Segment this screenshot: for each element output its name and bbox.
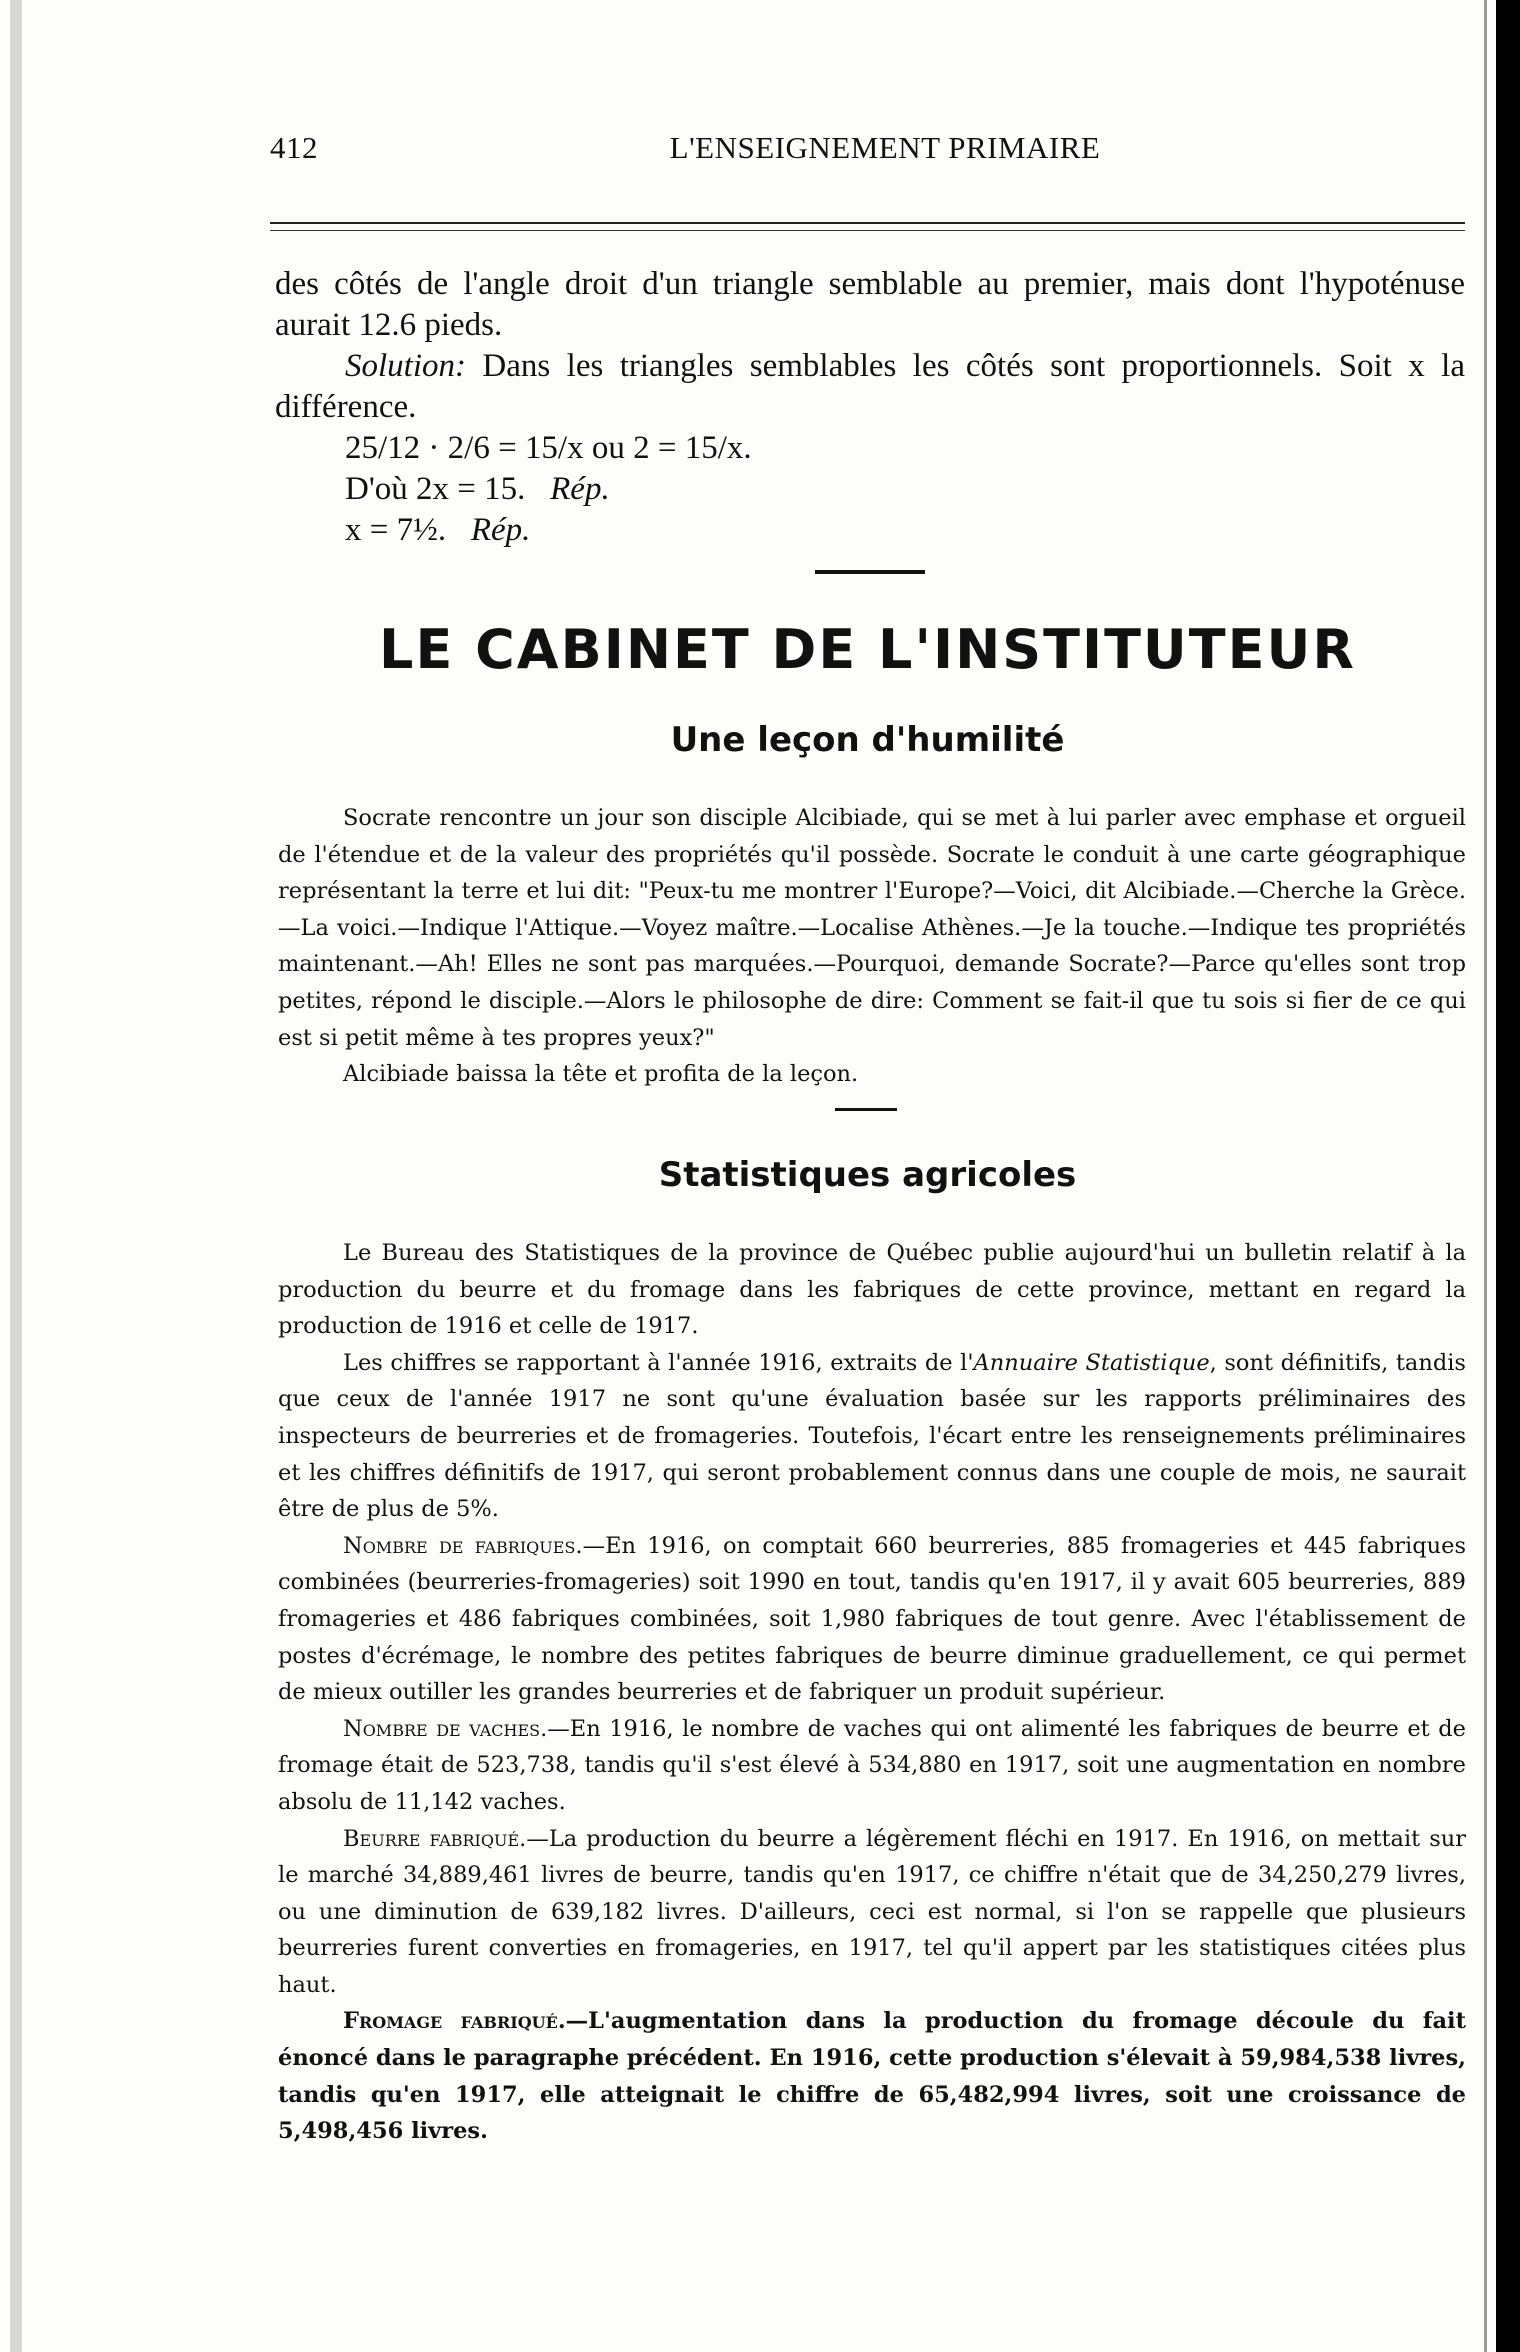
stats-paragraph-fabriques bbox=[278, 1528, 1466, 1711]
text-fromage: —L'augmentation dans la production du fromage découle du fait énoncé dans le paragraphe précédent. En 1916, cette production s'élevait à 59,984,538 livres, tandis qu'en 1917, elle atteignait le chiffre de 65,482,994 livres, soit une croissance de 5,498,456 livres. bbox=[278, 2008, 1466, 2145]
stats-paragraph-2-start: Les chiffres se rapportant à l'année 1916, extraits de l' bbox=[343, 1349, 974, 1376]
stats-paragraph-2 bbox=[278, 1345, 1466, 1528]
section-title: LE CABINET DE L'INSTITUTEUR bbox=[379, 618, 1356, 681]
annuaire-title: Annuaire Statistique bbox=[973, 1349, 1210, 1376]
equation-2-text: D'où 2x = 15. bbox=[345, 471, 526, 507]
page-left-edge bbox=[10, 0, 22, 2352]
article-title-stats: Statistiques agricoles bbox=[658, 1155, 1077, 1195]
rep-label-1: Rép. bbox=[550, 471, 610, 507]
stats-paragraph-fromage bbox=[278, 2003, 1466, 2149]
header-rule bbox=[270, 222, 1465, 224]
lecon-paragraph-2: Alcibiade baissa la tête et profita de la leçon. bbox=[343, 1061, 859, 1088]
label-fromage: Fromage fabriqué. bbox=[343, 2008, 566, 2035]
journal-title: L'ENSEIGNEMENT PRIMAIRE bbox=[669, 130, 1101, 165]
equation-3-text: x = 7½. bbox=[345, 512, 447, 548]
stats-paragraph-2-end: , sont définitifs, tandis que ceux de l'année 1917 ne sont qu'une évaluation basée sur les rapports préliminaires des inspecteurs de beurreries et de fromageries. Toutefois, l'écart entre les renseignements préliminaires et les chiffres définitifs de 1917, qui seront probablement connus dans une couple de mois, ne saurait être de plus de 5%. bbox=[278, 1349, 1466, 1523]
text-vaches: —En 1916, le nombre de vaches qui ont alimenté les fabriques de beurre et de fromage était de 523,738, tandis qu'il s'est élevé à 534,880 en 1917, soit une augmentation en nombre absolu de 11,142 vaches. bbox=[278, 1715, 1466, 1815]
math-problem-continuation bbox=[275, 264, 1465, 551]
page-gutter-line bbox=[1484, 0, 1487, 2352]
stats-paragraph-1: Le Bureau des Statistiques de la province de Québec publie aujourd'hui un bulletin relatif à la production du beurre et du fromage dans les fabriques de cette province, mettant en regard la production de 1916 et celle de 1917. bbox=[278, 1240, 1466, 1340]
solution-text: Dans les triangles semblables les côtés sont proportionnels. Soit x la différence. bbox=[275, 348, 1465, 425]
problem-statement: des côtés de l'angle droit d'un triangle semblable au premier, mais dont l'hypoténuse aurait 12.6 pieds. bbox=[275, 266, 1465, 343]
stats-paragraph-vaches bbox=[278, 1711, 1466, 1821]
section-separator bbox=[815, 570, 925, 574]
label-vaches: Nombre de vaches. bbox=[343, 1715, 548, 1742]
rep-label-2: Rép. bbox=[470, 512, 531, 548]
scan-border-right bbox=[1496, 0, 1520, 2352]
article-body-stats bbox=[278, 1235, 1466, 2150]
stats-paragraph-beurre bbox=[278, 1821, 1466, 2004]
article-body-lecon bbox=[278, 800, 1466, 1093]
text-beurre: —La production du beurre a légèrement fléchi en 1917. En 1916, on mettait sur le marché 34,889,461 livres de beurre, tandis qu'en 1917, ce chiffre n'était que de 34,250,279 livres, ou une diminution de 639,182 livres. D'ailleurs, ceci est normal, si l'on se rappelle que plusieurs beurreries furent converties en fromageries, en 1917, tel qu'il appert par les statistiques citées plus haut. bbox=[278, 1825, 1466, 1998]
solution-paragraph bbox=[275, 346, 1465, 428]
equation-1: 25/12 · 2/6 = 15/x ou 2 = 15/x. bbox=[345, 430, 752, 466]
equation-3 bbox=[275, 510, 1465, 551]
article-separator bbox=[835, 1108, 897, 1111]
header-rule-thin bbox=[270, 230, 1465, 231]
lecon-paragraph-1: Socrate rencontre un jour son disciple Alcibiade, qui se met à lui parler avec emphase et orgueil de l'étendue et de la valeur des propriétés qu'il possède. Socrate le conduit à une carte géographique représentant la terre et lui dit: "Peux-tu me montrer l'Europe?—Voici, dit Alcibiade.—Cherche la Grèce.—La voici.—Indique l'Attique.—Voyez maître.—Localise Athènes.—Je la touche.—Indique tes propriétés maintenant.—Ah! Elles ne sont pas marquées.—Pourquoi, demande Socrate?—Parce qu'elles sont trop petites, répond le disciple.—Alors le philosophe de dire: Comment se fait-il que tu sois si fier de ce qui est si petit même à tes propres yeux?" bbox=[278, 805, 1466, 1051]
label-fabriques: Nombre de fabriques. bbox=[343, 1532, 583, 1559]
running-head bbox=[270, 130, 1420, 170]
article-title-lecon: Une leçon d'humilité bbox=[670, 720, 1065, 760]
equation-2 bbox=[275, 469, 1465, 510]
label-beurre: Beurre fabriqué. bbox=[343, 1825, 527, 1852]
page-number: 412 bbox=[270, 130, 318, 165]
text-fabriques: —En 1916, on comptait 660 beurreries, 885 fromageries et 445 fabriques combinées (beurreries-fromageries) soit 1990 en tout, tandis qu'en 1917, il y avait 605 beurreries, 889 fromageries et 486 fabriques combinées, soit 1,980 fabriques de tout genre. Avec l'établissement de postes d'écrémage, le nombre des petites fabriques de beurre diminue graduellement, ce qui permet de mieux outiller les grandes beurreries et de fabriquer un produit supérieur. bbox=[278, 1532, 1466, 1706]
solution-label: Solution: bbox=[345, 348, 466, 384]
